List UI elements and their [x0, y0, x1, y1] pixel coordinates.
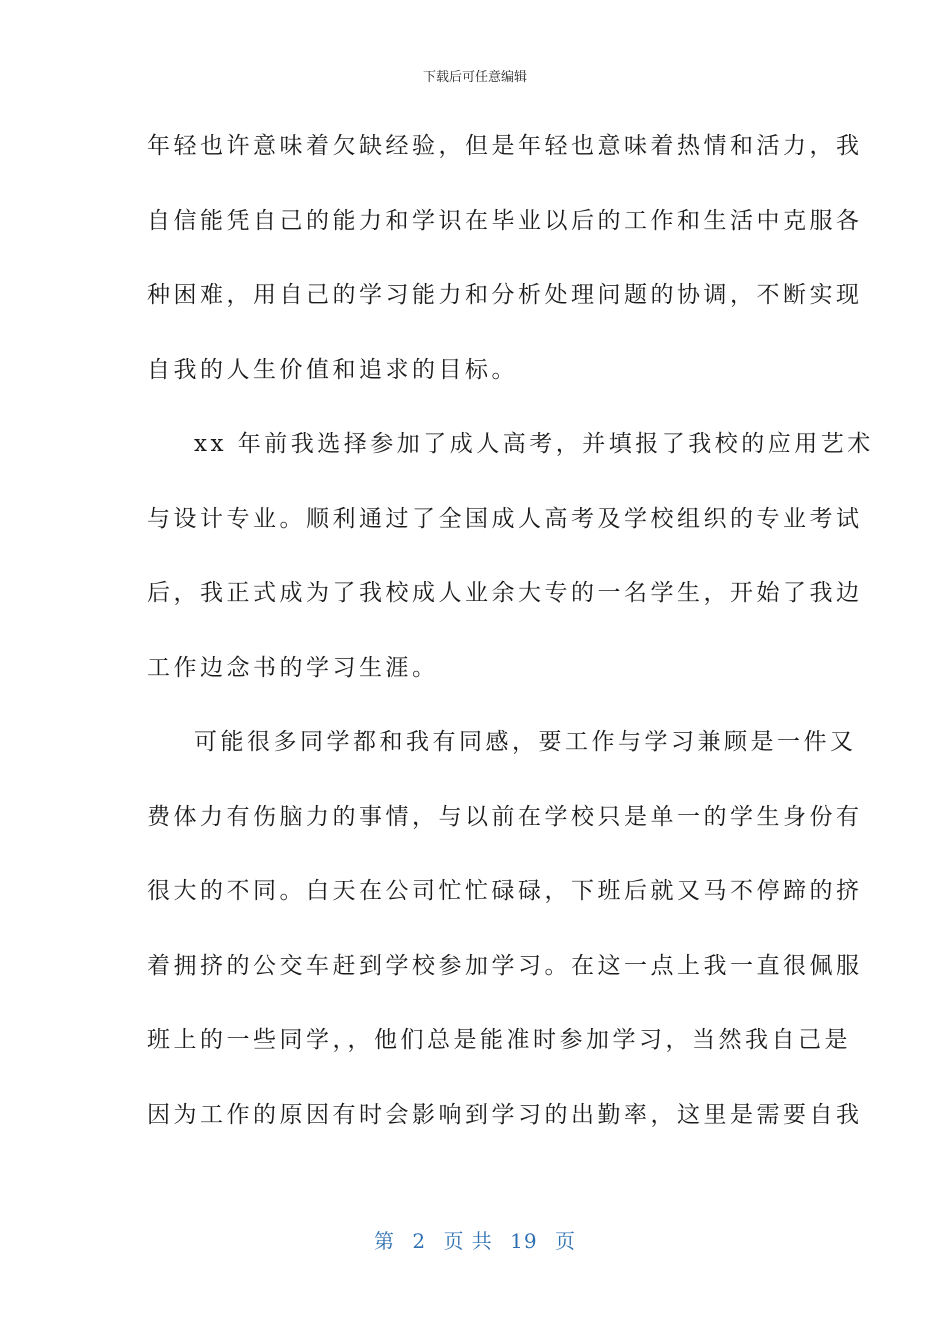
text-line: 种困难，用自己的学习能力和分析处理问题的协调，不断实现: [147, 282, 863, 308]
page-header: 下载后可任意编辑: [422, 70, 527, 85]
text-line: 因为工作的原因有时会影响到学习的出勤率，这里是需要自我: [147, 1101, 863, 1128]
text-line: 很大的不同。白天在公司忙忙碌碌，下班后就又马不停蹄的挤: [147, 878, 863, 904]
text-line: 自我的人生价值和追求的目标。: [147, 356, 518, 383]
text-line: 工作边念书的学习生涯。: [147, 654, 439, 681]
text-line: 年轻也许意味着欠缺经验，但是年轻也意味着热情和活力，我: [147, 133, 863, 159]
text-line: 后，我正式成为了我校成人业余大专的一名学生，开始了我边: [147, 580, 863, 606]
text-line: 自信能凭自己的能力和学识在毕业以后的工作和生活中克服各: [147, 207, 863, 234]
current-page-number: 2: [412, 1229, 427, 1253]
footer-suffix: 页: [554, 1229, 576, 1253]
text-line: 与设计专业。顺利通过了全国成人高考及学校组织的专业考试: [147, 505, 863, 532]
paragraph: [147, 118, 863, 416]
page-footer: [0, 1225, 950, 1254]
text-line: 班上的一些同学，，他们总是能准时参加学习，当然我自己是: [147, 1027, 851, 1053]
paragraph: [147, 714, 863, 1161]
text-line: 着拥挤的公交车赶到学校参加学习。在这一点上我一直很佩服: [147, 952, 863, 979]
text-line: 可能很多同学都和我有同感，要工作与学习兼顾是一件又: [194, 729, 857, 755]
footer-middle: 页 共: [443, 1229, 493, 1253]
document-body: [147, 118, 874, 1161]
paragraph: [147, 416, 874, 714]
text-line: 费体力有伤脑力的事情，与以前在学校只是单一的学生身份有: [147, 803, 863, 830]
text-line: xx 年前我选择参加了成人高考，并填报了我校的应用艺术: [194, 431, 874, 457]
footer-prefix: 第: [374, 1229, 395, 1253]
total-pages-number: 19: [510, 1229, 538, 1253]
